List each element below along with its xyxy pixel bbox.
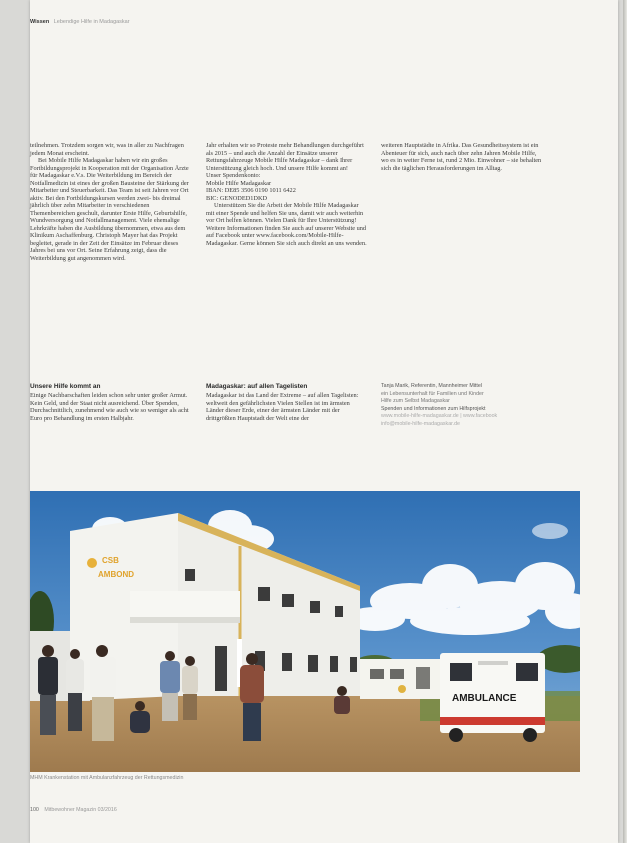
sub-mid-text: Madagaskar ist das Land der Extreme – auf allen Tagelisten: weltweit den gefährlichsten Vielen Stellen ist im ärmsten Länder dieser Erde, einer der ärmsten Länder mit der drittgrößten Hauptstadt der Welt eine der	[206, 392, 359, 422]
text-column-1-lower	[30, 392, 192, 422]
clinic-photo	[30, 491, 580, 772]
author-link-website[interactable]: www.mobile-hilfe-madagaskar.de | www.facebook	[381, 413, 498, 419]
author-line: Tanja Marik, Referentin, Mannheimer Mittel	[381, 383, 482, 389]
sign-bottom: AMBOND	[98, 570, 134, 579]
header-section: Wissen	[30, 19, 50, 25]
donation-heading: Unser Spendenkonto:	[206, 172, 261, 179]
donation-bic: BIC: GENODED1DKD	[206, 194, 268, 202]
trailer	[360, 659, 442, 699]
col3-paragraph-1: weiteren Hauptstädte in Afrika. Das Gesundheitssystem ist ein Abenteuer für sich, auch nach über zehn Jahren Mobile Hilfe, wo es in weiter Ferne ist, rund 2 Mio. Einwohner – sie behalten sich die täglichen Herausforderungen im Alltag.	[381, 142, 542, 172]
sub-left-text: Einige Nachbarschaften leiden schon sehr unter großer Armut. Kein Geld, und der Staat nicht ausreichend. Über Spenden, Durchschnittlich, zunehmend wie auch wie so weniger als acht Euro pro Behandlung im ersten Halbjahr.	[30, 392, 189, 422]
header-subtitle: Lebendige Hilfe in Madagaskar	[53, 19, 130, 25]
text-column-1	[30, 142, 192, 262]
donation-name: Mobile Hilfe Madagaskar	[206, 179, 272, 187]
col2-paragraph-2: Unterstützen Sie die Arbeit der Mobile Hilfe Madagaskar mit einer Spende und helfen Sie uns, damit wir auch weiterhin vor Ort helfen können. Vielen Dank für Ihre Unterstützung! Weitere Informationen finden Sie auch auf unserer Website und auf Facebook unter www.facebook.com/Mobile-Hilfe-Madagaskar. Gerne können Sie sich auch direkt an uns wenden.	[206, 202, 367, 247]
text-column-2-lower	[206, 392, 368, 422]
col1-paragraph-2: Bei Mobile Hilfe Madagaskar haben wir ein großes Fortbildungsprojekt in Kooperation mit der Organisation Ärzte für Madagaskar e.V.s. Die Weiterbildung im Bereich der Notfallmedizin ist eines der großen Bausteine der Stärkung der Mitarbeiter und Steuerbarkeit. Das Team ist seit Jahren vor Ort aktiv. Bei den Fortbildungskursen werden zwei- bis dreimal jährlich über zehn Mitarbeiter in verschiedenen Themenbereichen geschult, darunter Erste Hilfe, Geburtshilfe, Wundversorgung und Notfallmanagement. Viele ehemalige Lehrkräfte haben die Ausbildung übernommen, etwa aus dem Klinikum Aschaffenburg. Christoph Mayer hat das Projekt begleitet, gerade in der Zeit der Einsätze im Februar dieses Jahres bei uns vor Ort. Seine Erfahrung zeigt, dass die Weiterbildung gut angenommen wird.	[30, 157, 189, 262]
text-column-3	[381, 142, 543, 172]
col2-paragraph-1: Jahr erhalten wir so Proteste mehr Behandlungen durchgeführt als 2015 – und auch die Anzahl der Einsätze unserer Rettungsfahrzeuge Mobile Hilfe Madagaskar – dank Ihrer Unterstützung gleich hoch. Und unsere Hilfe kommt an!	[206, 142, 364, 172]
author-line-3: Hilfe zum Selbst Madagaskar	[381, 398, 450, 404]
subheading-left: Unsere Hilfe kommt an	[30, 383, 101, 390]
page-header	[30, 19, 130, 25]
magazine-title: Mitbewohner Magazin 03/2016	[44, 807, 117, 813]
page-footer	[30, 807, 117, 813]
author-link-email[interactable]: info@mobile-hilfe-madagaskar.de	[381, 420, 460, 427]
page-number: 100	[30, 807, 39, 813]
donation-iban: IBAN: DE85 3506 0190 1011 6422	[206, 187, 296, 194]
author-line-4: Spenden und Informationen zum Hilfsprojekt	[381, 405, 486, 412]
ambulance-label: AMBULANCE	[452, 693, 517, 704]
col1-paragraph-1: teilnehmen. Trotzdem sorgen wir, was in aller zu Nachfragen jedem Monat erscheint.	[30, 142, 184, 157]
photo-caption: MHM Krankenstation mit Ambulanzfahrzeug der Rettungsmedizin	[30, 775, 184, 781]
subheading-middle: Madagaskar: auf allen Tagelisten	[206, 383, 308, 390]
author-box	[381, 383, 546, 428]
text-column-2	[206, 142, 368, 247]
author-line-2: ein Lebensunterhalt für Familien und Kinder	[381, 390, 484, 397]
sign-top: CSB	[102, 556, 119, 565]
page-edge	[623, 0, 627, 843]
